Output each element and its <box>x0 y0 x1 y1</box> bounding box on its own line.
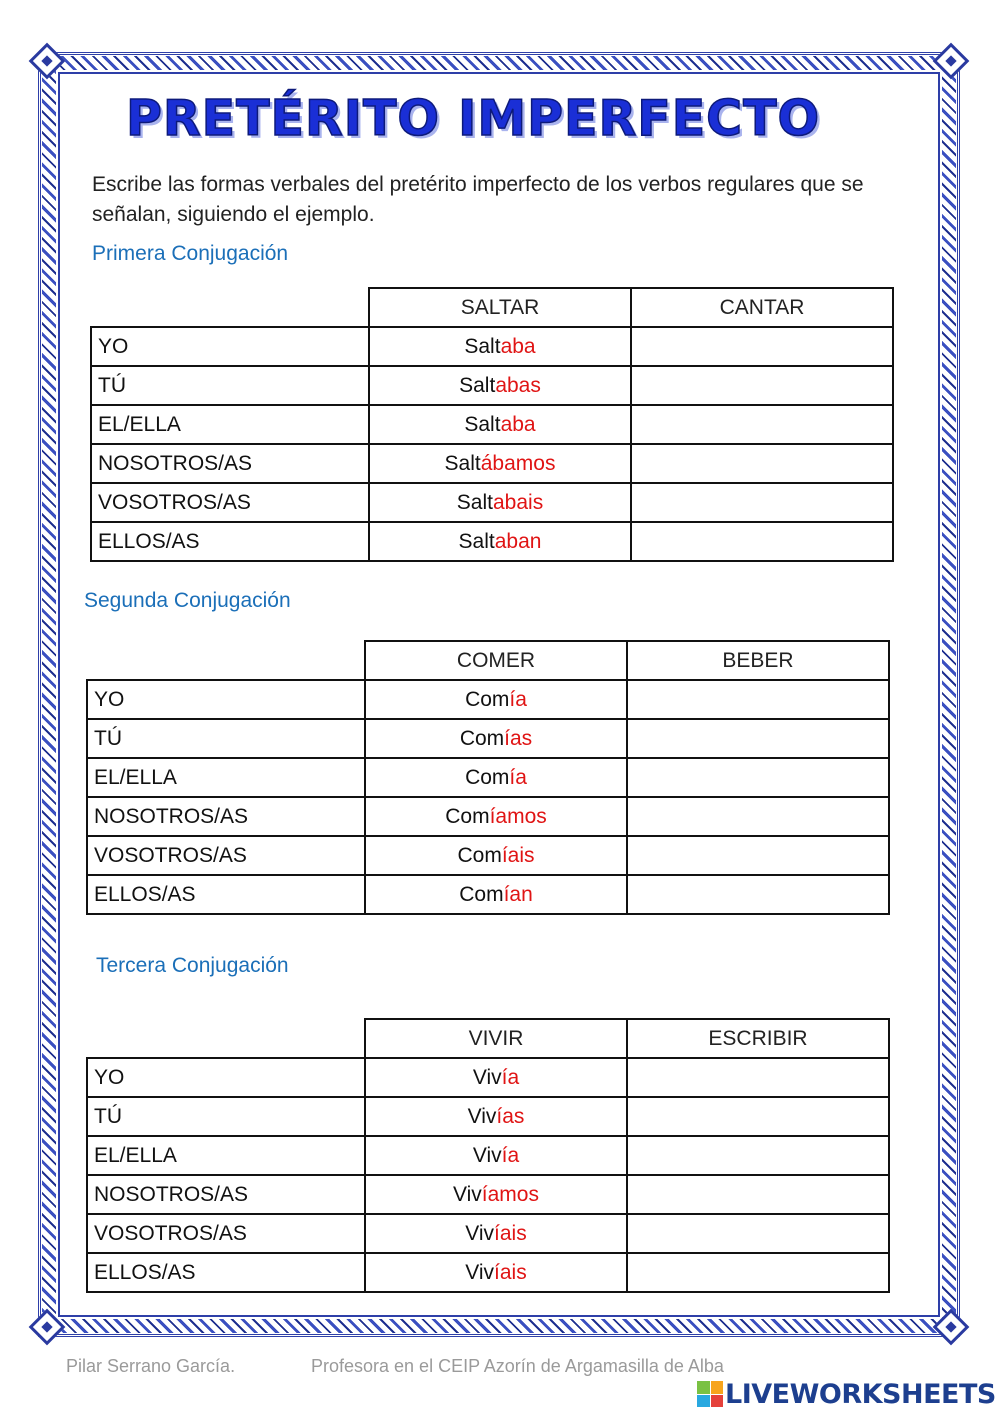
verb-ending: ías <box>496 1104 525 1128</box>
worksheet-title: PRETÉRITO IMPERFECTO <box>126 90 821 147</box>
verb-stem: Salt <box>458 529 495 553</box>
example-form-cell <box>369 327 631 366</box>
verb-ending: íais <box>494 1260 527 1284</box>
pronoun-cell: TÚ <box>87 1097 365 1136</box>
example-form-cell <box>369 522 631 561</box>
table-row <box>91 405 893 444</box>
verb-stem: Salt <box>459 373 496 397</box>
example-form-cell <box>369 405 631 444</box>
example-form-cell <box>365 1097 627 1136</box>
answer-cell[interactable] <box>631 405 893 444</box>
verb-stem: Viv <box>472 1143 502 1167</box>
verb-ending: ía <box>501 1143 520 1167</box>
table-row <box>87 875 889 914</box>
verb-stem: Salt <box>456 490 493 514</box>
pronoun-cell: EL/ELLA <box>87 758 365 797</box>
empty-corner-cell <box>91 288 369 327</box>
verb-ending: íamos <box>489 804 547 828</box>
example-form-cell <box>365 1253 627 1292</box>
table-row <box>91 444 893 483</box>
verb-ending: abas <box>495 373 541 397</box>
pronoun-cell: ELLOS/AS <box>87 875 365 914</box>
example-verb-header: COMER <box>365 641 627 680</box>
verb-ending: aba <box>500 412 536 436</box>
verb-stem: Viv <box>465 1221 495 1245</box>
verb-ending: ábamos <box>480 451 556 475</box>
table-row <box>87 1175 889 1214</box>
verb-stem: Viv <box>472 1065 502 1089</box>
practice-verb-header: CANTAR <box>631 288 893 327</box>
verb-stem: Salt <box>464 334 501 358</box>
table-row <box>87 1058 889 1097</box>
example-form-cell <box>369 444 631 483</box>
answer-cell[interactable] <box>627 1136 889 1175</box>
conjugation-table-segunda <box>86 640 890 915</box>
pronoun-cell: EL/ELLA <box>91 405 369 444</box>
answer-cell[interactable] <box>627 1097 889 1136</box>
verb-ending: íais <box>501 843 535 867</box>
table-row <box>87 680 889 719</box>
answer-cell[interactable] <box>631 522 893 561</box>
example-verb-header: SALTAR <box>369 288 631 327</box>
verb-ending: íais <box>494 1221 527 1245</box>
instructions-text: Escribe las formas verbales del pretérito imperfecto de los verbos regulares que se señalan, siguiendo el ejemplo. <box>92 173 864 226</box>
answer-cell[interactable] <box>631 483 893 522</box>
table-row <box>91 522 893 561</box>
answer-cell[interactable] <box>631 366 893 405</box>
example-form-cell <box>369 483 631 522</box>
example-form-cell <box>365 719 627 758</box>
example-form-cell <box>365 1175 627 1214</box>
answer-cell[interactable] <box>627 1253 889 1292</box>
footer-author: Pilar Serrano García. <box>66 1356 236 1376</box>
verb-ending: ías <box>504 726 533 750</box>
pronoun-cell: NOSOTROS/AS <box>87 797 365 836</box>
table-row <box>87 1214 889 1253</box>
practice-verb-header: ESCRIBIR <box>627 1019 889 1058</box>
pronoun-cell: NOSOTROS/AS <box>87 1175 365 1214</box>
table-row <box>87 719 889 758</box>
example-form-cell <box>365 797 627 836</box>
example-form-cell <box>369 366 631 405</box>
answer-cell[interactable] <box>627 1214 889 1253</box>
table-row <box>91 327 893 366</box>
verb-stem: Com <box>465 687 510 711</box>
verb-ending: abais <box>492 490 544 514</box>
table-row <box>87 1253 889 1292</box>
example-form-cell <box>365 1136 627 1175</box>
section-heading-segunda: Segunda Conjugación <box>84 589 291 612</box>
liveworksheets-logo-icon <box>697 1381 723 1407</box>
pronoun-cell: ELLOS/AS <box>87 1253 365 1292</box>
example-form-cell <box>365 836 627 875</box>
answer-cell[interactable] <box>627 1058 889 1097</box>
answer-cell[interactable] <box>627 680 889 719</box>
pronoun-cell: TÚ <box>87 719 365 758</box>
verb-stem: Com <box>457 843 502 867</box>
table-row <box>87 836 889 875</box>
answer-cell[interactable] <box>627 875 889 914</box>
section-heading-tercera: Tercera Conjugación <box>96 954 289 977</box>
pronoun-cell: TÚ <box>91 366 369 405</box>
table-row <box>91 483 893 522</box>
example-form-cell <box>365 680 627 719</box>
pronoun-cell: VOSOTROS/AS <box>87 836 365 875</box>
verb-stem: Com <box>459 726 505 750</box>
answer-cell[interactable] <box>627 797 889 836</box>
conjugation-table-tercera <box>86 1018 890 1293</box>
answer-cell[interactable] <box>627 1175 889 1214</box>
verb-ending: aban <box>494 529 542 553</box>
verb-stem: Viv <box>453 1182 482 1206</box>
pronoun-cell: YO <box>91 327 369 366</box>
pronoun-cell: NOSOTROS/AS <box>91 444 369 483</box>
table-row <box>87 1097 889 1136</box>
example-form-cell <box>365 1214 627 1253</box>
verb-stem: Com <box>465 765 510 789</box>
section-heading-primera: Primera Conjugación <box>92 242 289 265</box>
pronoun-cell: VOSOTROS/AS <box>87 1214 365 1253</box>
verb-stem: Salt <box>464 412 501 436</box>
table-header-row <box>87 641 889 680</box>
verb-stem: Viv <box>467 1104 497 1128</box>
practice-verb-header: BEBER <box>627 641 889 680</box>
answer-cell[interactable] <box>631 327 893 366</box>
empty-corner-cell <box>87 641 365 680</box>
answer-cell[interactable] <box>631 444 893 483</box>
table-row <box>91 366 893 405</box>
answer-cell[interactable] <box>627 758 889 797</box>
verb-stem: Com <box>445 804 490 828</box>
verb-ending: ía <box>501 1065 520 1089</box>
example-form-cell <box>365 758 627 797</box>
verb-ending: ía <box>509 687 527 711</box>
table-header-row <box>87 1019 889 1058</box>
table-header-row <box>91 288 893 327</box>
table-row <box>87 758 889 797</box>
empty-corner-cell <box>87 1019 365 1058</box>
answer-cell[interactable] <box>627 719 889 758</box>
conjugation-table-primera <box>90 287 894 562</box>
answer-cell[interactable] <box>627 836 889 875</box>
footer-school: Profesora en el CEIP Azorín de Argamasilla de Alba <box>311 1356 724 1376</box>
table-row <box>87 797 889 836</box>
pronoun-cell: YO <box>87 1058 365 1097</box>
verb-ending: aba <box>500 334 536 358</box>
example-form-cell <box>365 875 627 914</box>
table-row <box>87 1136 889 1175</box>
verb-stem: Viv <box>465 1260 495 1284</box>
pronoun-cell: YO <box>87 680 365 719</box>
verb-stem: Salt <box>444 451 481 475</box>
verb-ending: ía <box>509 765 527 789</box>
example-form-cell <box>365 1058 627 1097</box>
brand-name: LIVEWORKSHEETS <box>725 1378 996 1410</box>
liveworksheets-brand[interactable] <box>697 1378 996 1410</box>
pronoun-cell: EL/ELLA <box>87 1136 365 1175</box>
pronoun-cell: VOSOTROS/AS <box>91 483 369 522</box>
verb-ending: ían <box>503 882 533 906</box>
pronoun-cell: ELLOS/AS <box>91 522 369 561</box>
verb-stem: Com <box>459 882 504 906</box>
example-verb-header: VIVIR <box>365 1019 627 1058</box>
verb-ending: íamos <box>481 1182 539 1206</box>
